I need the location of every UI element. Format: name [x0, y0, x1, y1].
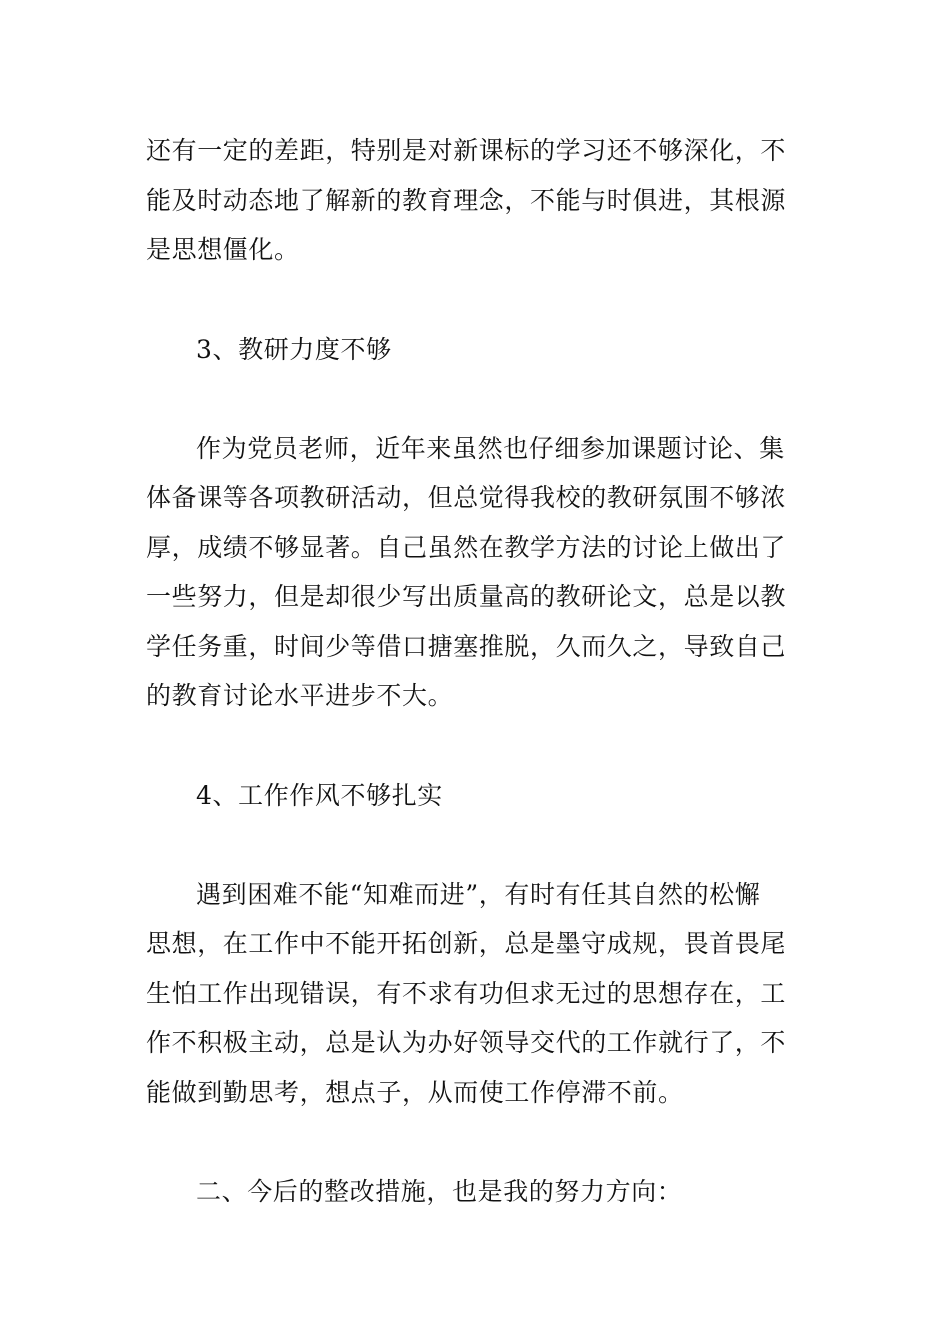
section-heading-4: 4、工作作风不够扎实: [196, 781, 443, 810]
paragraph-line: 作不积极主动，总是认为办好领导交代的工作就行了，不: [146, 1028, 787, 1057]
paragraph-line: 作为党员老师，近年来虽然也仔细参加课题讨论、集: [196, 434, 785, 463]
paragraph-line: 体备课等各项教研活动，但总觉得我校的教研氛围不够浓: [146, 483, 787, 512]
paragraph-line: 生怕工作出现错误，有不求有功但求无过的思想存在，工: [146, 979, 787, 1008]
paragraph-line: 厚，成绩不够显著。自己虽然在教学方法的讨论上做出了: [146, 533, 787, 562]
paragraph-line: 思想，在工作中不能开拓创新，总是墨守成规，畏首畏尾: [146, 929, 787, 958]
paragraph-line: 一些努力，但是却很少写出质量高的教研论文，总是以教: [146, 582, 787, 611]
section-heading-3: 3、教研力度不够: [196, 335, 392, 364]
paragraph-line: 是思想僵化。: [146, 235, 300, 264]
paragraph-line: 学任务重，时间少等借口搪塞推脱，久而久之，导致自己: [146, 632, 787, 661]
paragraph-line: 的教育讨论水平进步不大。: [146, 681, 454, 710]
section-heading-two: 二、今后的整改措施，也是我的努力方向：: [196, 1177, 683, 1206]
paragraph-line: 能及时动态地了解新的教育理念，不能与时俱进，其根源: [146, 186, 787, 215]
paragraph-line: 还有一定的差距，特别是对新课标的学习还不够深化，不: [146, 136, 787, 165]
paragraph-line: 遇到困难不能“知难而进”，有时有任其自然的松懈: [196, 880, 761, 909]
paragraph-line: 能做到勤思考，想点子，从而使工作停滞不前。: [146, 1078, 684, 1107]
